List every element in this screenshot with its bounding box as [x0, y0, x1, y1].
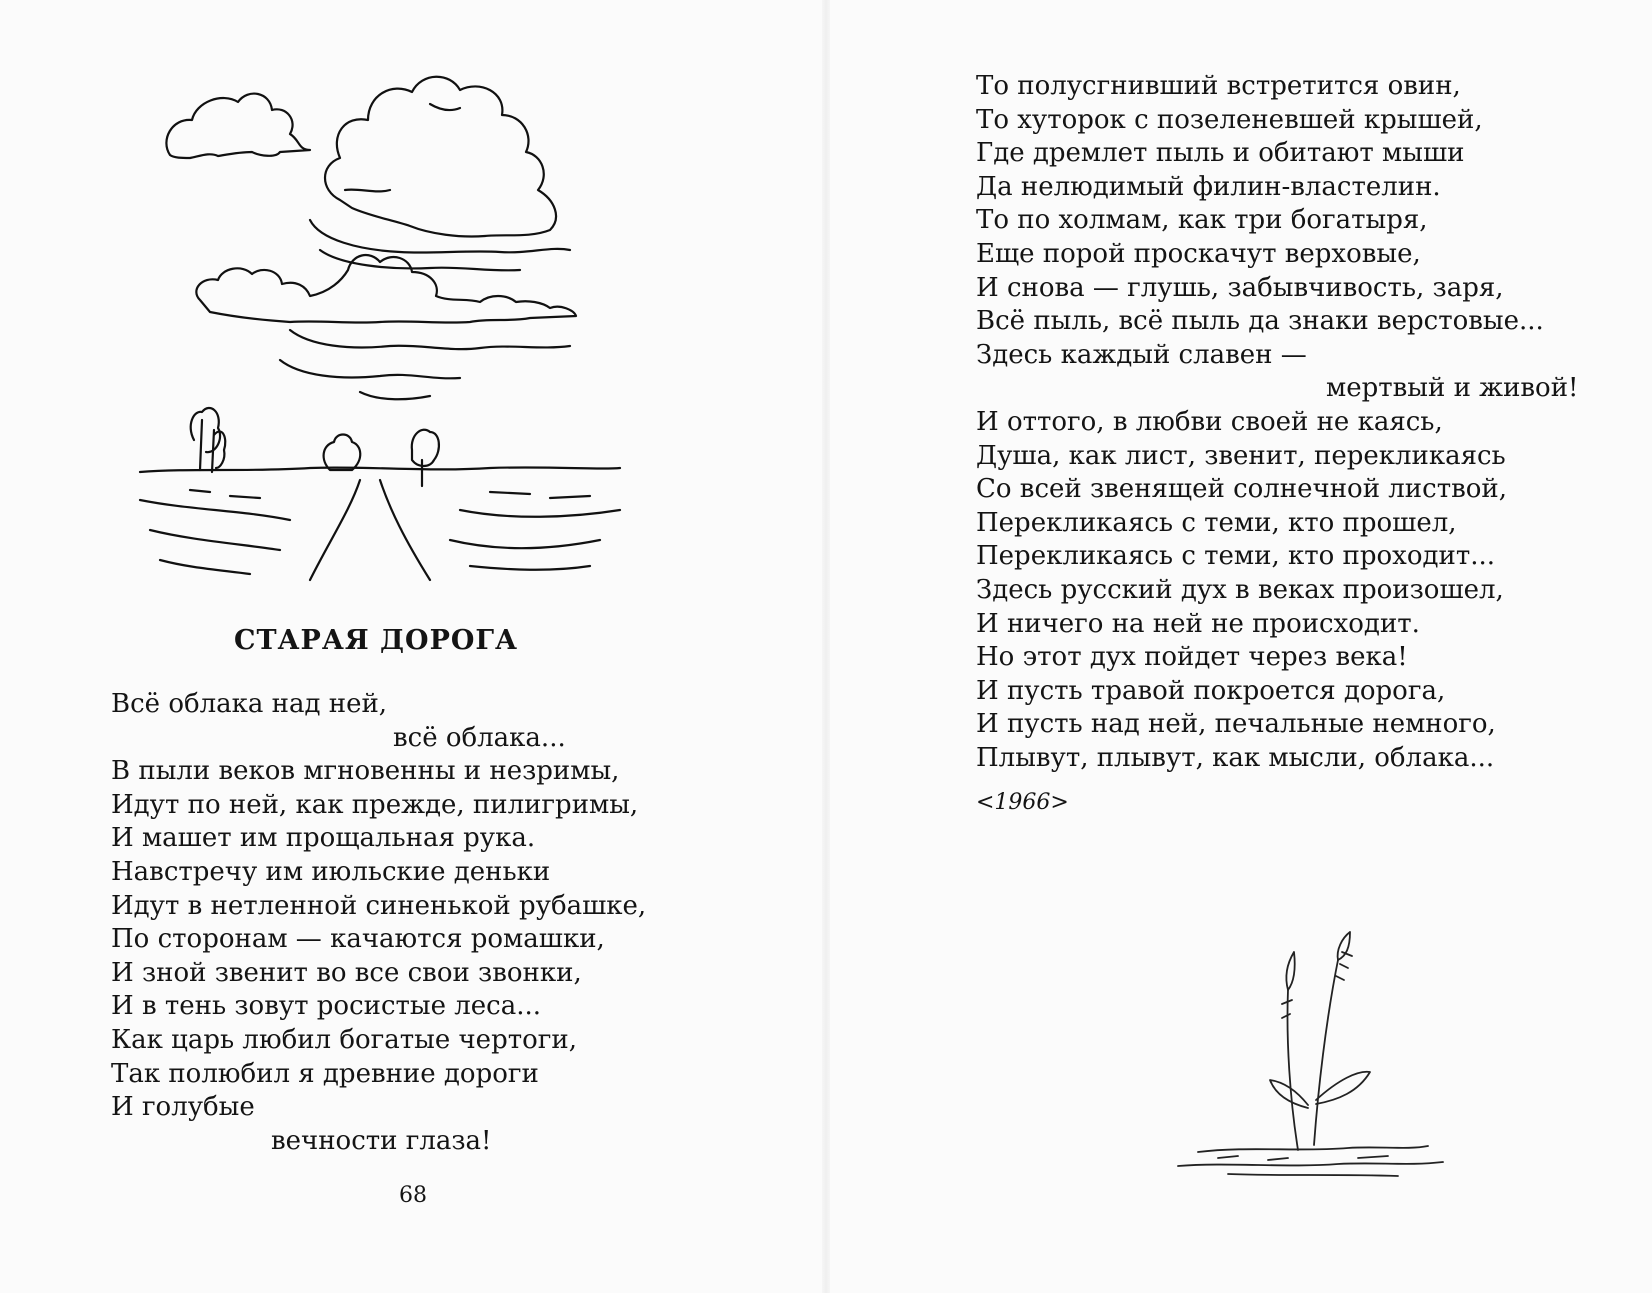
poem-line: И в тень зовут росистые леса...: [111, 991, 542, 1022]
poem-line: Навстречу им июльские деньки: [111, 856, 551, 887]
poem-line: Всё облака над ней,: [111, 689, 388, 719]
poem-line: Как царь любил богатые чертоги,: [111, 1024, 577, 1055]
poem-line: Здесь русский дух в веках произошел,: [976, 574, 1504, 605]
poem-line: Да нелюдимый филин-властелин.: [976, 171, 1441, 202]
poem-line: Еще порой проскачут верховые,: [976, 238, 1421, 269]
poem-line: Идут по ней, как прежде, пилигримы,: [111, 789, 639, 820]
poem-line: И голубые: [111, 1092, 255, 1123]
poem-line: И оттого, в любви своей не каясь,: [976, 406, 1443, 437]
poem-line: То хуторок с позеленевшей крышей,: [976, 104, 1483, 135]
poem-line: И пусть над ней, печальные немного,: [976, 709, 1496, 740]
poem-line: Где дремлет пыль и обитают мыши: [976, 138, 1465, 169]
poem-stanza-right: [976, 70, 1636, 775]
poem-line: И машет им прощальная рука.: [111, 823, 536, 854]
poem-line: Перекликаясь с теми, кто проходит...: [976, 541, 1496, 572]
poem-line: В пыли веков мгновенны и незримы,: [111, 756, 620, 787]
poem-line: И пусть травой покроется дорога,: [976, 675, 1446, 706]
poem-line: То по холмам, как три богатыря,: [976, 205, 1428, 236]
poem-line: Но этот дух пойдет через века!: [976, 642, 1408, 673]
poem-date: <1966>: [976, 790, 1069, 815]
grass-sprig-illustration: [1158, 930, 1458, 1180]
page-number: 68: [399, 1183, 427, 1208]
poem-line: Перекликаясь с теми, кто прошел,: [976, 507, 1457, 538]
poem-line: И снова — глушь, забывчивость, заря,: [976, 272, 1504, 303]
poem-line: Плывут, плывут, как мысли, облака...: [976, 742, 1495, 773]
poem-line: Со всей звенящей солнечной листвой,: [976, 474, 1507, 505]
poem-line: Так полюбил я древние дороги: [111, 1058, 539, 1089]
poem-line: вечности глаза!: [271, 1125, 492, 1156]
landscape-clouds-illustration: [130, 40, 670, 600]
poem-line: То полусгнивший встретится овин,: [976, 71, 1461, 101]
poem-stanza-left: [111, 688, 811, 1158]
poem-line: И ничего на ней не происходит.: [976, 608, 1420, 639]
poem-line: Здесь каждый славен —: [976, 339, 1307, 370]
poem-line: всё облака...: [393, 722, 566, 753]
poem-line: Душа, как лист, звенит, перекликаясь: [976, 440, 1506, 471]
right-page: [826, 0, 1652, 1293]
poem-line: Идут в нетленной синенькой рубашке,: [111, 890, 647, 921]
poem-line: Всё пыль, всё пыль да знаки верстовые...: [976, 306, 1544, 337]
poem-line: мертвый и живой!: [1326, 373, 1579, 404]
poem-title: СТАРАЯ ДОРОГА: [233, 625, 519, 656]
poem-line: И зной звенит во все свои звонки,: [111, 957, 582, 988]
poem-line: По сторонам — качаются ромашки,: [111, 924, 605, 955]
